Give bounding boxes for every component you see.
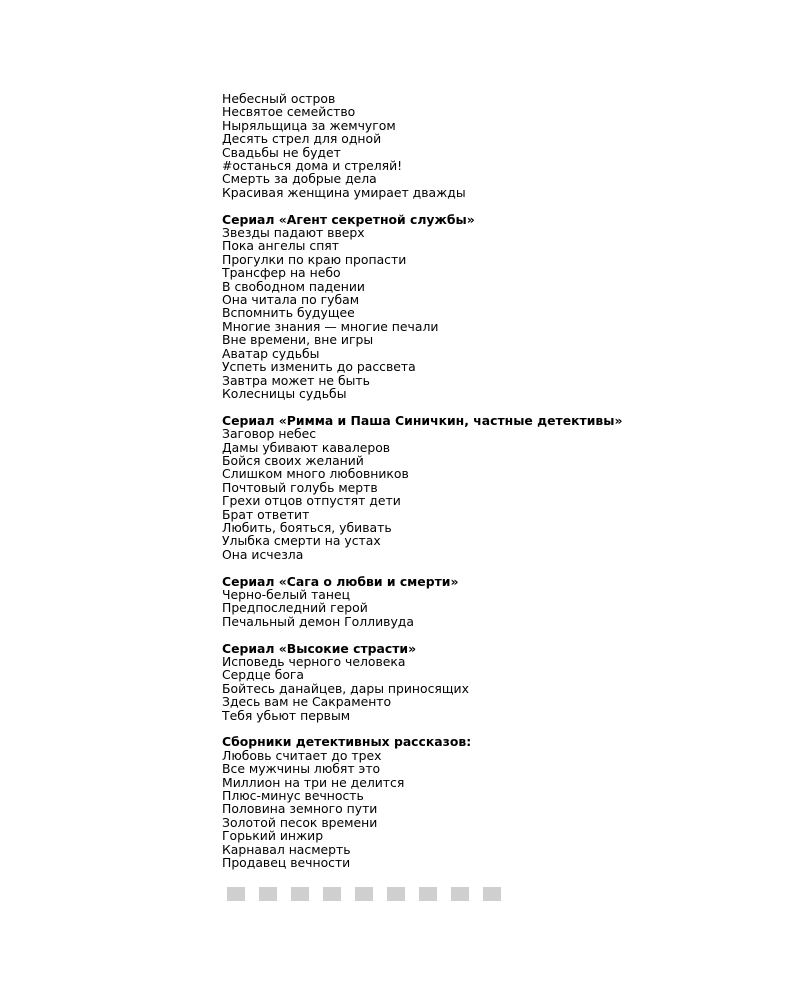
book-title: Бойся своих желаний — [222, 452, 364, 468]
divider-square — [483, 887, 501, 901]
divider-square — [323, 887, 341, 901]
section-title: Сериал «Сага о любви и смерти» — [222, 573, 459, 589]
book-title: Предпоследний герой — [222, 600, 368, 616]
book-title: Трансфер на небо — [222, 265, 341, 281]
section-high-passions — [222, 642, 692, 722]
book-title: Сердце бога — [222, 667, 305, 683]
book-title: Здесь вам не Сакраменто — [222, 694, 392, 710]
book-title: Миллион на три не делится — [222, 774, 405, 790]
book-title: Продавец вечности — [222, 855, 351, 871]
book-title: Черно-белый танец — [222, 586, 351, 602]
book-title: Печальный демон Голливуда — [222, 613, 414, 629]
section-title: Сборники детективных рассказов: — [222, 734, 472, 750]
book-title: Заговор небес — [222, 426, 317, 442]
book-title: Любовь считает до трех — [222, 747, 382, 763]
book-title: Все мужчины любят это — [222, 761, 381, 777]
book-title: Золотой песок времени — [222, 814, 378, 830]
divider-square — [227, 887, 245, 901]
section-title: Сериал «Высокие страсти» — [222, 640, 417, 656]
book-title: Дамы убивают кавалеров — [222, 439, 391, 455]
book-title: Прогулки по краю пропасти — [222, 251, 407, 267]
book-title: Исповедь черного человека — [222, 654, 406, 669]
book-title: Любить, бояться, убивать — [222, 519, 392, 535]
book-title: Завтра может не быть — [222, 372, 370, 388]
book-title: Аватар судьбы — [222, 345, 320, 361]
divider-square — [291, 887, 309, 901]
book-title: Несвятое семейство — [222, 104, 356, 120]
book-title: Смерть за добрые дела — [222, 171, 377, 187]
book-title: Карнавал насмерть — [222, 841, 351, 857]
book-title: Она читала по губам — [222, 292, 360, 308]
section-rimma-pasha-sinichkin — [222, 414, 692, 561]
book-title: Бойтесь данайцев, дары приносящих — [222, 680, 469, 696]
divider-square — [419, 887, 437, 901]
book-title: Многие знания — многие печали — [222, 318, 439, 334]
book-title: Ныряльщица за жемчугом — [222, 117, 396, 133]
book-title: Улыбка смерти на устах — [222, 533, 381, 549]
decorative-divider — [227, 887, 501, 901]
book-title: Пока ангелы спят — [222, 238, 339, 254]
divider-square — [451, 887, 469, 901]
book-title: В свободном падении — [222, 278, 365, 294]
book-title: Она исчезла — [222, 546, 304, 562]
book-title: Колесницы судьбы — [222, 385, 347, 401]
divider-square — [387, 887, 405, 901]
section-agent-secret-service — [222, 213, 692, 401]
book-title: Плюс-минус вечность — [222, 788, 364, 804]
book-title: Почтовый голубь мертв — [222, 479, 378, 495]
book-title: Половина земного пути — [222, 801, 378, 817]
section-saga-love-death — [222, 575, 692, 629]
section-standalone-novels — [222, 92, 692, 199]
book-title: Десять стрел для одной — [222, 131, 382, 147]
divider-square — [259, 887, 277, 901]
book-title: Небесный остров — [222, 91, 336, 106]
book-title: Слишком много любовников — [222, 466, 409, 482]
book-title: Успеть изменить до рассвета — [222, 359, 416, 375]
book-title: Свадьбы не будет — [222, 144, 341, 160]
book-title: Тебя убьют первым — [222, 707, 351, 723]
book-title: Вспомнить будущее — [222, 305, 355, 321]
divider-square — [355, 887, 373, 901]
book-title: Горький инжир — [222, 828, 324, 844]
book-title: Звезды падают вверх — [222, 225, 365, 241]
book-title: #останься дома и стреляй! — [222, 158, 403, 174]
book-title: Брат ответит — [222, 506, 310, 522]
book-list — [222, 92, 692, 869]
book-title: Грехи отцов отпустят дети — [222, 493, 401, 509]
book-title: Красивая женщина умирает дважды — [222, 184, 466, 200]
section-short-story-collections — [222, 735, 692, 869]
book-title: Вне времени, вне игры — [222, 332, 374, 348]
section-title: Сериал «Римма и Паша Синичкин, частные детективы» — [222, 412, 623, 428]
section-title: Сериал «Агент секретной службы» — [222, 211, 475, 227]
